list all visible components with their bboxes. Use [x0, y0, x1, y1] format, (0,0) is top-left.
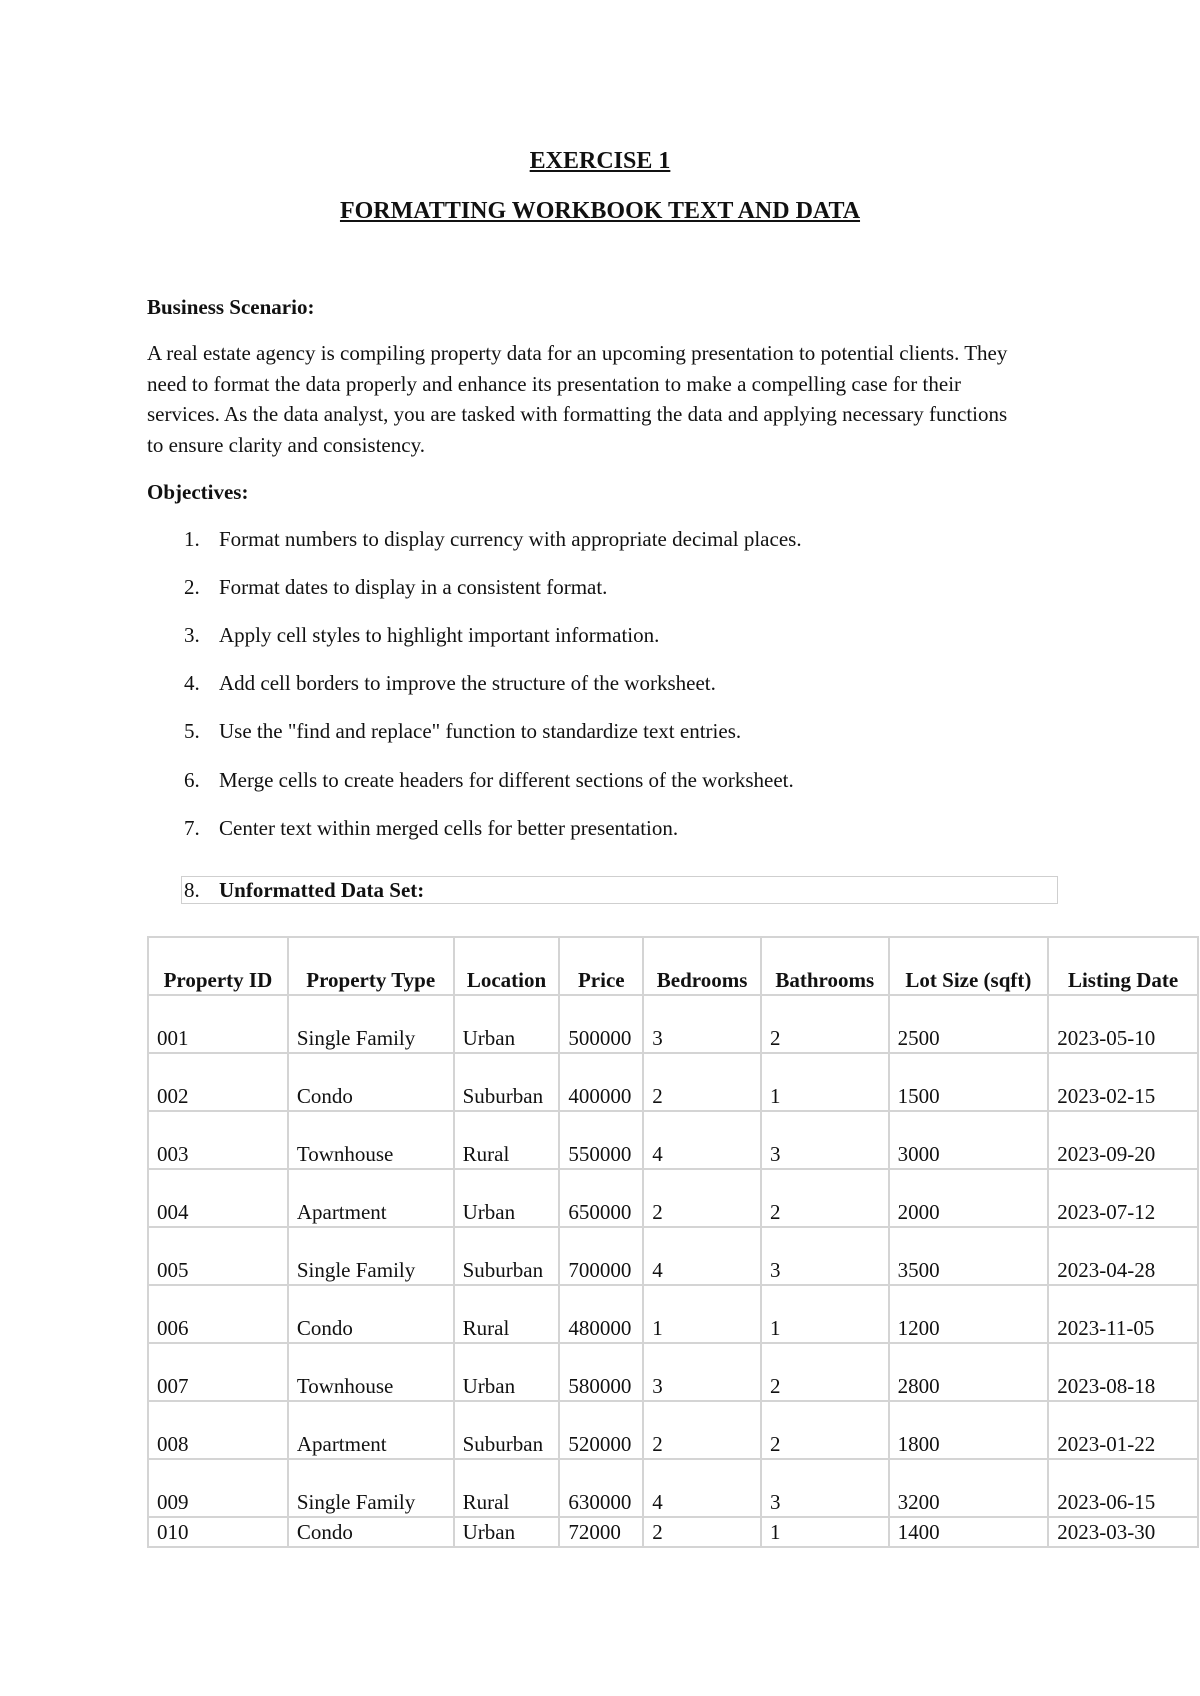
exercise-subtitle: FORMATTING WORKBOOK TEXT AND DATA: [339, 198, 861, 224]
cell-bathrooms: 2: [761, 1401, 889, 1459]
cell-lot-size: 3000: [889, 1111, 1049, 1169]
cell-bathrooms: 3: [761, 1227, 889, 1285]
cell-location: Suburban: [454, 1053, 560, 1111]
objective-number: 2.: [184, 575, 200, 599]
cell-property-type: Condo: [288, 1285, 454, 1343]
cell-bathrooms: 3: [761, 1459, 889, 1517]
cell-location: Rural: [454, 1111, 560, 1169]
cell-bedrooms: 4: [643, 1459, 761, 1517]
cell-location: Rural: [454, 1285, 560, 1343]
cell-listing-date: 2023-04-28: [1048, 1227, 1198, 1285]
objective-text: Center text within merged cells for better presentation.: [219, 816, 679, 840]
table-row: [148, 1111, 1198, 1169]
cell-lot-size: 2500: [889, 995, 1049, 1053]
cell-price: 700000: [559, 1227, 643, 1285]
cell-price: 630000: [559, 1459, 643, 1517]
cell-listing-date: 2023-06-15: [1048, 1459, 1198, 1517]
objective-number: 5.: [184, 719, 200, 743]
objective-text: Add cell borders to improve the structure of the worksheet.: [219, 671, 716, 695]
cell-property-id: 006: [148, 1285, 288, 1343]
column-header: Price: [559, 937, 643, 995]
table-row: [148, 1343, 1198, 1401]
column-header: Listing Date: [1048, 937, 1198, 995]
cell-property-id: 004: [148, 1169, 288, 1227]
table-row: [148, 1053, 1198, 1111]
cell-property-type: Townhouse: [288, 1343, 454, 1401]
cell-location: Urban: [454, 995, 560, 1053]
cell-property-type: Condo: [288, 1517, 454, 1547]
cell-bedrooms: 3: [643, 1343, 761, 1401]
column-header: Location: [454, 937, 560, 995]
cell-property-id: 005: [148, 1227, 288, 1285]
cell-bathrooms: 1: [761, 1285, 889, 1343]
table-row: [148, 1169, 1198, 1227]
cell-bathrooms: 3: [761, 1111, 889, 1169]
column-header: Property Type: [288, 937, 454, 995]
cell-lot-size: 1400: [889, 1517, 1049, 1547]
cell-lot-size: 2800: [889, 1343, 1049, 1401]
cell-location: Rural: [454, 1459, 560, 1517]
cell-bathrooms: 1: [761, 1517, 889, 1547]
table-row: [148, 1459, 1198, 1517]
cell-location: Urban: [454, 1343, 560, 1401]
cell-listing-date: 2023-07-12: [1048, 1169, 1198, 1227]
objectives-heading: Objectives:: [147, 480, 249, 504]
cell-property-id: 001: [148, 995, 288, 1053]
cell-lot-size: 2000: [889, 1169, 1049, 1227]
objective-item-dataset: [181, 876, 1058, 904]
cell-lot-size: 3200: [889, 1459, 1049, 1517]
cell-price: 520000: [559, 1401, 643, 1459]
cell-bedrooms: 2: [643, 1053, 761, 1111]
objective-text: Use the "find and replace" function to standardize text entries.: [219, 719, 742, 743]
cell-location: Suburban: [454, 1227, 560, 1285]
cell-property-id: 010: [148, 1517, 288, 1547]
objective-number: 8.: [184, 878, 200, 902]
column-header: Bathrooms: [761, 937, 889, 995]
cell-bathrooms: 2: [761, 995, 889, 1053]
objective-number: 3.: [184, 623, 200, 647]
table-row: [148, 1401, 1198, 1459]
cell-lot-size: 1500: [889, 1053, 1049, 1111]
cell-price: 550000: [559, 1111, 643, 1169]
table-row: [148, 1227, 1198, 1285]
cell-price: 72000: [559, 1517, 643, 1547]
objective-number: 4.: [184, 671, 200, 695]
objective-text: Format numbers to display currency with appropriate decimal places.: [219, 527, 802, 551]
cell-price: 650000: [559, 1169, 643, 1227]
exercise-title: EXERCISE 1: [529, 148, 671, 174]
table-row: [148, 1517, 1198, 1547]
cell-property-type: Apartment: [288, 1401, 454, 1459]
cell-listing-date: 2023-11-05: [1048, 1285, 1198, 1343]
table-header-row: [148, 937, 1198, 995]
column-header: Property ID: [148, 937, 288, 995]
cell-lot-size: 1800: [889, 1401, 1049, 1459]
cell-property-id: 007: [148, 1343, 288, 1401]
column-header: Bedrooms: [643, 937, 761, 995]
cell-bathrooms: 2: [761, 1343, 889, 1401]
cell-property-id: 003: [148, 1111, 288, 1169]
cell-bathrooms: 1: [761, 1053, 889, 1111]
scenario-heading: Business Scenario:: [147, 295, 315, 319]
cell-bedrooms: 3: [643, 995, 761, 1053]
cell-bedrooms: 4: [643, 1227, 761, 1285]
cell-price: 480000: [559, 1285, 643, 1343]
cell-lot-size: 3500: [889, 1227, 1049, 1285]
cell-lot-size: 1200: [889, 1285, 1049, 1343]
cell-property-type: Single Family: [288, 1227, 454, 1285]
cell-property-id: 002: [148, 1053, 288, 1111]
cell-bedrooms: 2: [643, 1169, 761, 1227]
column-header: Lot Size (sqft): [889, 937, 1049, 995]
cell-property-type: Single Family: [288, 1459, 454, 1517]
cell-listing-date: 2023-01-22: [1048, 1401, 1198, 1459]
objective-text: Merge cells to create headers for different sections of the worksheet.: [219, 768, 794, 792]
cell-listing-date: 2023-08-18: [1048, 1343, 1198, 1401]
cell-bedrooms: 2: [643, 1517, 761, 1547]
dataset-heading: Unformatted Data Set:: [219, 878, 425, 902]
cell-location: Suburban: [454, 1401, 560, 1459]
cell-bedrooms: 4: [643, 1111, 761, 1169]
cell-property-id: 009: [148, 1459, 288, 1517]
objective-number: 6.: [184, 768, 200, 792]
cell-property-id: 008: [148, 1401, 288, 1459]
cell-location: Urban: [454, 1169, 560, 1227]
property-table: [147, 936, 1199, 1548]
cell-property-type: Condo: [288, 1053, 454, 1111]
cell-location: Urban: [454, 1517, 560, 1547]
objective-number: 1.: [184, 527, 200, 551]
cell-listing-date: 2023-02-15: [1048, 1053, 1198, 1111]
cell-listing-date: 2023-05-10: [1048, 995, 1198, 1053]
cell-listing-date: 2023-09-20: [1048, 1111, 1198, 1169]
table-row: [148, 995, 1198, 1053]
cell-property-type: Single Family: [288, 995, 454, 1053]
cell-price: 400000: [559, 1053, 643, 1111]
cell-bedrooms: 2: [643, 1401, 761, 1459]
cell-price: 580000: [559, 1343, 643, 1401]
cell-bedrooms: 1: [643, 1285, 761, 1343]
table-row: [148, 1285, 1198, 1343]
objective-text: Apply cell styles to highlight important information.: [219, 623, 660, 647]
scenario-body: A real estate agency is compiling property data for an upcoming presentation to potential clients. They need to format the data properly and enhance its presentation to make a compelling case for their services. As the data analyst, you are tasked with formatting the data and applying necessary functions to ensure clarity and consistency.: [147, 341, 1008, 457]
cell-property-type: Townhouse: [288, 1111, 454, 1169]
cell-listing-date: 2023-03-30: [1048, 1517, 1198, 1547]
cell-property-type: Apartment: [288, 1169, 454, 1227]
objective-text: Format dates to display in a consistent format.: [219, 575, 608, 599]
cell-price: 500000: [559, 995, 643, 1053]
objective-number: 7.: [184, 816, 200, 840]
cell-bathrooms: 2: [761, 1169, 889, 1227]
